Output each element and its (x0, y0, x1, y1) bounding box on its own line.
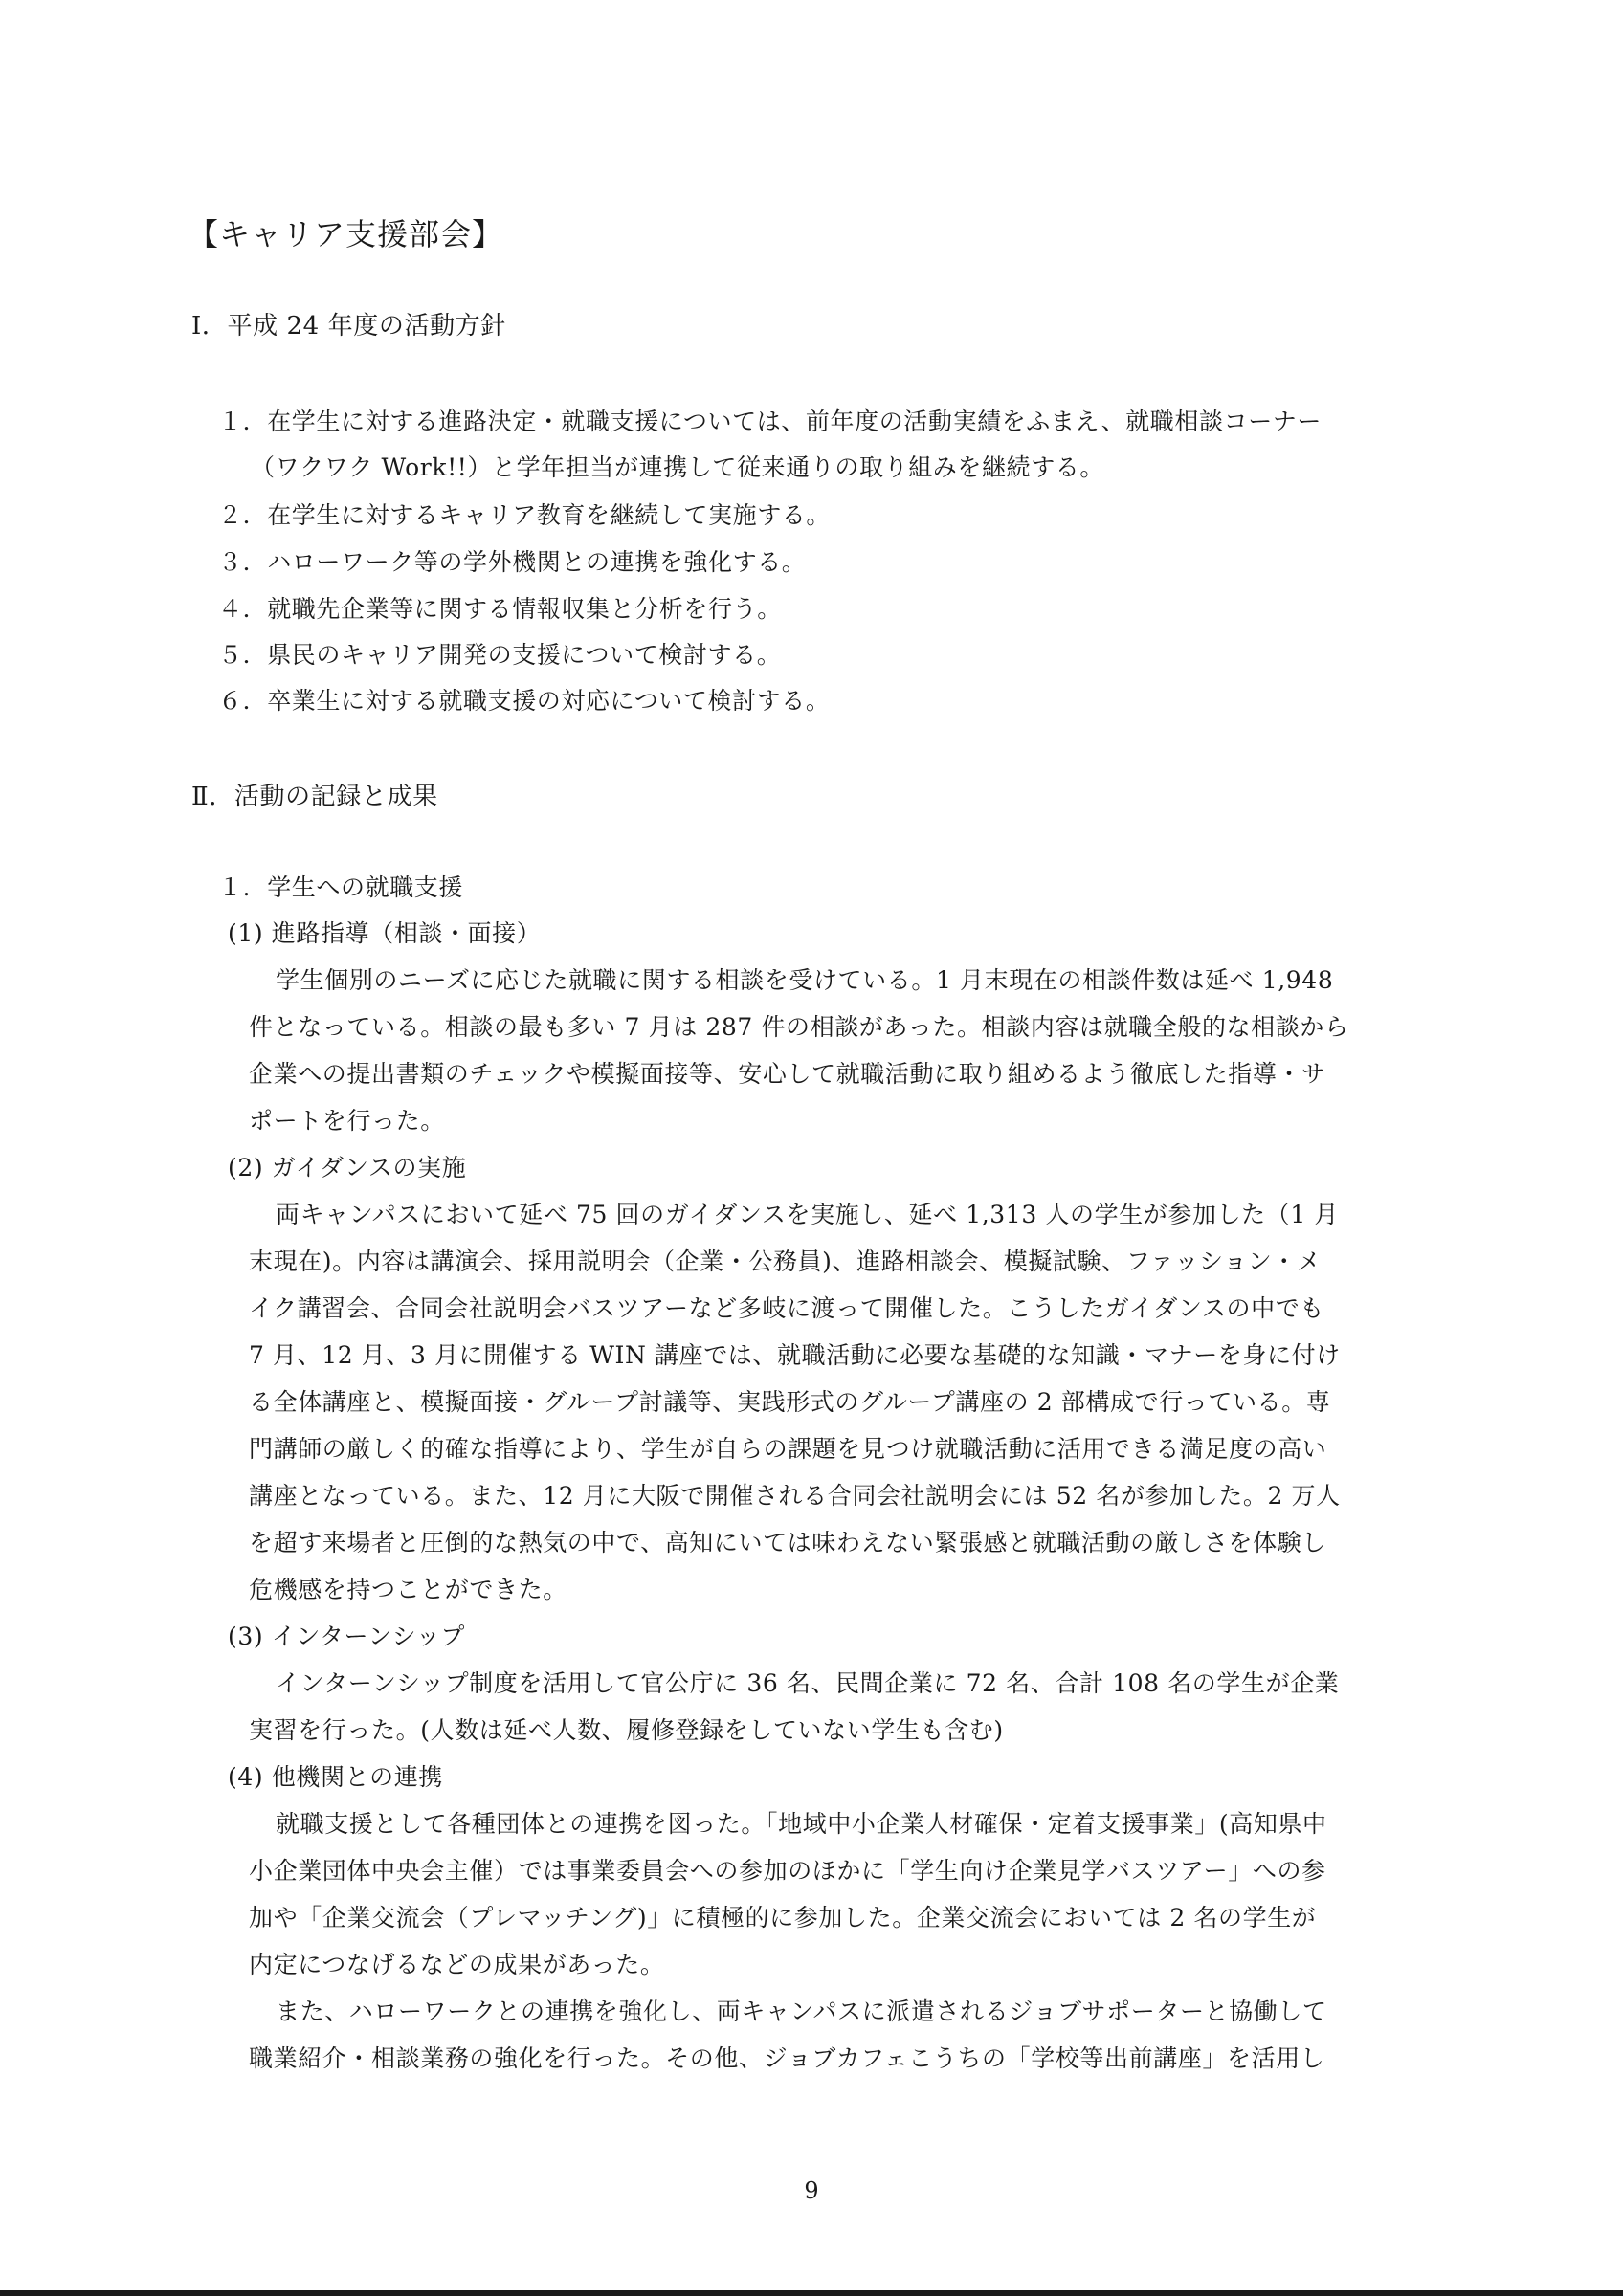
page-number: 9 (804, 2177, 819, 2204)
paragraph-line: 件となっている。相談の最も多い 7 月は 287 件の相談があった。相談内容は就職全般的な相談から (249, 1013, 1349, 1041)
paragraph-line: 内定につなげるなどの成果があった。 (249, 1951, 665, 1978)
paragraph-line: 学生個別のニーズに応じた就職に関する相談を受けている。1 月末現在の相談件数は延べ 1,948 (276, 966, 1334, 994)
paragraph-line: る全体講座と、模擬面接・グループ討議等、実践形式のグループ講座の 2 部構成で行っている。専 (249, 1388, 1331, 1416)
paragraph-line: 加や「企業交流会（プレマッチング)」に積極的に参加した。企業交流会においては 2 名の学生が (249, 1904, 1317, 1932)
paragraph-line: 両キャンパスにおいて延べ 75 回のガイダンスを実施し、延べ 1,313 人の学生が参加した（1 月 (276, 1201, 1340, 1228)
bottom-border (0, 2290, 1623, 2296)
paragraph-line: 危機感を持つことができた。 (249, 1576, 567, 1603)
subsection-1-heading: １．学生への就職支援 (218, 873, 464, 901)
section-2-heading: Ⅱ．活動の記録と成果 (191, 783, 438, 811)
paragraph-line: 末現在)。内容は講演会、採用説明会（企業・公務員)、進路相談会、模擬試験、ファッション・メ (249, 1247, 1322, 1275)
paragraph-line: 7 月、12 月、3 月に開催する WIN 講座では、就職活動に必要な基礎的な知識・マナーを身に付け (249, 1341, 1341, 1369)
paragraph-line: 実習を行った。(人数は延べ人数、履修登録をしていない学生も含む) (249, 1716, 1004, 1744)
paragraph-line: 講座となっている。また、12 月に大阪で開催される合同会社説明会には 52 名が参加した。2 万人 (249, 1482, 1341, 1510)
paragraph-line: 企業への提出書類のチェックや模擬面接等、安心して就職活動に取り組めるよう徹底した指導・サ (249, 1060, 1326, 1088)
paragraph-line: また、ハローワークとの連携を強化し、両キャンパスに派遣されるジョブサポーターと協働して (276, 1998, 1327, 2025)
subheading-collaboration: (4) 他機関との連携 (228, 1763, 443, 1791)
paragraph-line: インターンシップ制度を活用して官公庁に 36 名、民間企業に 72 名、合計 108 名の学生が企業 (276, 1669, 1340, 1697)
paragraph-line: 就職支援として各種団体との連携を図った。「地域中小企業人材確保・定着支援事業」(高知県中 (276, 1810, 1327, 1838)
policy-item-1-continued: （ワクワク Work!!）と学年担当が連携して従来通りの取り組みを継続する。 (251, 453, 1104, 481)
policy-item-2: ２．在学生に対するキャリア教育を継続して実施する。 (218, 501, 832, 529)
document-title: 【キャリア支援部会】 (188, 216, 504, 253)
policy-item-1: １．在学生に対する進路決定・就職支援については、前年度の活動実績をふまえ、就職相談コーナー (218, 408, 1323, 435)
subheading-guidance: (2) ガイダンスの実施 (228, 1154, 467, 1181)
policy-item-3: ３．ハローワーク等の学外機関との連携を強化する。 (218, 548, 807, 576)
section-1-heading: Ⅰ．平成 24 年度の活動方針 (191, 312, 506, 341)
policy-item-6: ６．卒業生に対する就職支援の対応について検討する。 (218, 687, 831, 715)
paragraph-line: を超す来場者と圧倒的な熱気の中で、高知にいては味わえない緊張感と就職活動の厳しさを体験し (249, 1529, 1326, 1556)
paragraph-line: イク講習会、合同会社説明会バスツアーなど多岐に渡って開催した。こうしたガイダンスの中でも (249, 1294, 1324, 1322)
paragraph-line: 小企業団体中央会主催）では事業委員会への参加のほかに「学生向け企業見学バスツアー」への参 (249, 1857, 1326, 1885)
policy-item-5: ５．県民のキャリア開発の支援について検討する。 (218, 641, 782, 669)
paragraph-line: ポートを行った。 (249, 1107, 445, 1135)
subheading-career-guidance: (1) 進路指導（相談・面接） (228, 919, 542, 947)
paragraph-line: 門講師の厳しく的確な指導により、学生が自らの課題を見つけ就職活動に活用できる満足度の高い (249, 1435, 1327, 1463)
policy-item-4: ４．就職先企業等に関する情報収集と分析を行う。 (218, 595, 782, 623)
subheading-internship: (3) インターンシップ (228, 1623, 465, 1650)
paragraph-line: 職業紹介・相談業務の強化を行った。その他、ジョブカフェこうちの「学校等出前講座」を活用し (249, 2044, 1325, 2072)
